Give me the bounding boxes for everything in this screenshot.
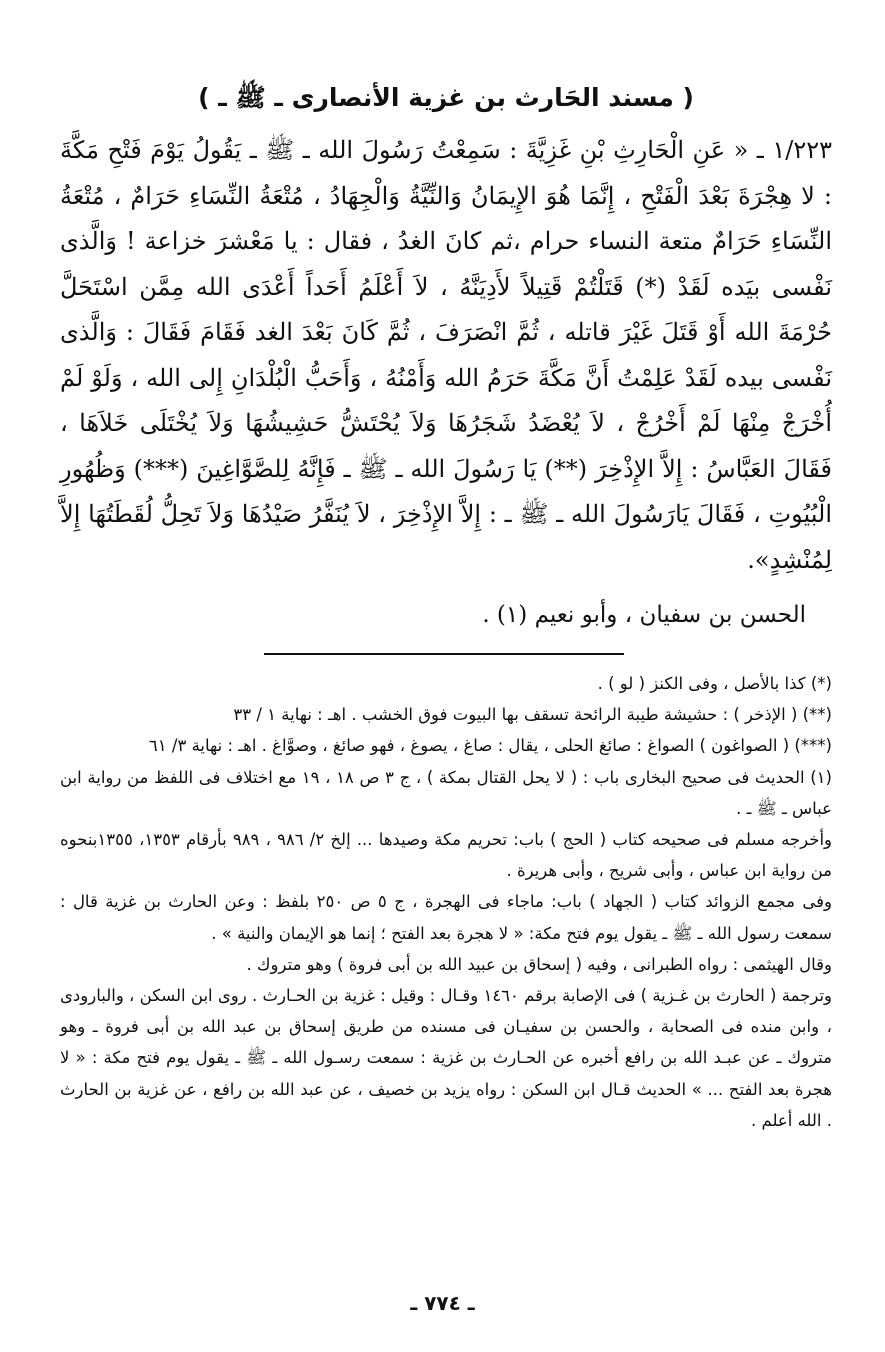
- footnote-3: (***) ( الصواغون ) الصواغ : صائغ الحلى ، يقال : صاغ ، يصوغ ، فهو صائغ ، وصوَّاغ . اهـ : نهاية ٣/ ٦١: [148, 736, 832, 756]
- footnote-8: وترجمة ( الحارث بن غـزية ) فى الإصابة برقم ١٤٦٠ وقـال : وقيل : غزية بن الحـارث . روى ابن السكن ، والبارودى ، وابن منده فى الصحابة ، والحسن بن سفيـان فى مسنده من طريق إسحاق بن عبد الله بن أبى فروة ـ وهو متروك ـ عن عبـد الله بن رافع أخبره عن الحـارث بن غزية : سمعت رسـول الله ـ ﷺ ـ يقول يوم فتح مكة : « لا هجرة بعد الفتح ... » الحديث قـال ابن السكن : رواه يزيد بن خصيف ، عن عبد الله بن رافع ، عن غزية بن الحارث . الله أعلم .: [60, 986, 833, 1130]
- footnote-5: وأخرجه مسلم فى صحيحه كتاب ( الحج ) باب: تحريم مكة وصيدها ... إلخ ٢/ ٩٨٦ ، ٩٨٩ بأرقام ١٣٥٣، ١٣٥٥بنحوه من رواية ابن عباس ، وأبى شريح ، وأبى هريرة .: [60, 830, 832, 881]
- section-title: ( مسند الحَارث بن غزية الأنصارى ـ ﷺ ـ ): [198, 83, 694, 112]
- footnote-separator: [264, 653, 624, 655]
- hadith-attribution: الحسن بن سفيان ، وأبو نعيم (١) .: [482, 602, 806, 628]
- footnote-1: (*) كذا بالأصل ، وفى الكنز ( لو ) .: [597, 674, 832, 693]
- page-number: ـ ٧٧٤ ـ: [410, 1291, 475, 1315]
- hadith-text: ١/٢٢٣ ـ « عَنِ الْحَارِثِ بْنِ غَزِيَّةَ : سَمِعْتُ رَسُولَ الله ـ ﷺ ـ يَقُولُ يَوْمَ فَتْحِ مَكَّةَ : لا هِجْرَةَ بَعْدَ الْفَتْحِ ، إِنَّمَا هُوَ الإِيمَانُ وَالنِّيَّةُ وَالْجِهَادُ ، مُتْعَةُ النِّسَاءِ حَرَامٌ ، مُتْعَةُ النِّسَاءِ حَرَامٌ متعة النساء حرام ،ثم كانَ الغدُ ، فقال : يا مَعْشرَ خزاعة ! وَالَّذى نَفْسى بيَده لَقَدْ (*) قَتَلْتُمْ قَتِيلاً لأَدِيَنَّهُ ، لاَ أَعْلَمُ أَحَداً أَعْدَى الله مِمَّن اسْتَحَلَّ حُرْمَةَ الله أَوْ قَتَلَ غَيْرَ قاتله ، ثُمَّ انْصَرَفَ ، ثُمَّ كَانَ بَعْدَ الغد فَقَامَ فَقَالَ : وَالَّذى نَفْسى بيده لَقَدْ عَلِمْتُ أَنَّ مَكَّةَ حَرَمُ الله وَأَمْنُهُ ، وَأَحَبُّ الْبُلْدَانِ إِلى الله ، وَلَوْ لَمْ أُخْرَجْ مِنْهَا لَمْ أَخْرُجْ ، لاَ يُعْضَدُ شَجَرُهَا وَلاَ يُحْتَشُّ حَشِيشُهَا وَلاَ يُخْتَلَى خَلاَهَا ، فَقَالَ العَبَّاسُ : إِلاَّ الإِذْخِرَ (**) يَا رَسُولَ الله ـ ﷺ ـ فَإِنَّهُ لِلصَّوَّاغِينَ (***) وَظُهُورِ الْبُيُوتِ ، فَقَالَ يَارَسُولَ الله ـ ﷺ ـ : إِلاَّ الإِذْخِرَ ، لاَ يُنَفَّرُ صَيْدُهَا وَلاَ تَحِلُّ لُقَطَتُهَا إِلاَّ لِمُنْشِدٍ».: [60, 136, 832, 574]
- footnote-6: وفى مجمع الزوائد كتاب ( الجهاد ) باب: ماجاء فى الهجرة ، ج ٥ ص ٢٥٠ بلفظ : وعن الحارث بن غزية قال : سمعت رسول الله ـ ﷺ ـ يقول يوم فتح مكة: « لا هجرة بعد الفتح ؛ إنما هو الإيمان والنية » .: [60, 892, 832, 943]
- footnote-7: وقال الهيثمى : رواه الطبرانى ، وفيه ( إسحاق بن عبيد الله بن أبى فروة ) وهو متروك .: [246, 954, 832, 974]
- footnotes: [60, 668, 832, 1136]
- page-content: [60, 78, 833, 1130]
- footnote-2: (**) ( الإذخر ) : حشيشة طيبة الرائحة تسقف بها البيوت فوق الخشب . اهـ : نهاية ١ / ٣٣: [233, 705, 832, 725]
- footnote-4: (١) الحديث فى صحيح البخارى باب : ( لا يحل القتال بمكة ) ، ج ٣ ص ١٨ ، ١٩ مع اختلاف فى اللفظ من رواية ابن عباس ـ ﷺ ـ .: [60, 767, 832, 818]
